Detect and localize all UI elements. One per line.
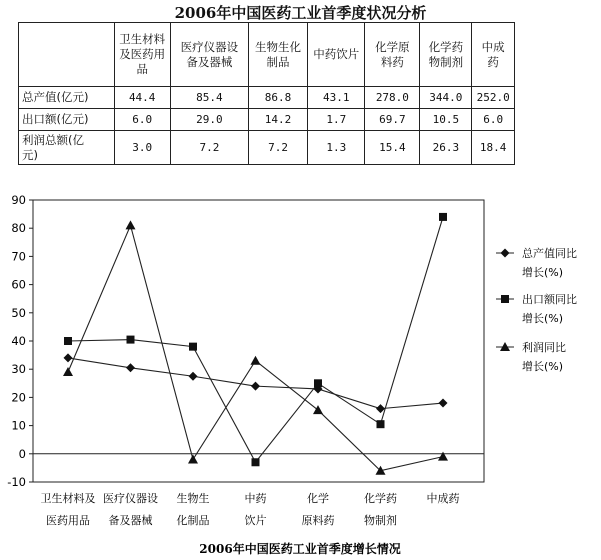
table-cell: 3.0 xyxy=(114,131,170,165)
table-cell: 14.2 xyxy=(248,109,307,131)
table-cell: 86.8 xyxy=(248,87,307,109)
diamond-marker xyxy=(251,382,260,391)
square-marker xyxy=(314,379,322,387)
square-marker xyxy=(377,420,385,428)
y-tick-label: 80 xyxy=(11,221,26,236)
x-category-label: 医疗仪器设备及器械 xyxy=(103,492,158,527)
table-cell: 1.7 xyxy=(308,109,365,131)
table-cell: 15.4 xyxy=(365,131,420,165)
chart-series-lines xyxy=(68,217,443,471)
table-cell: 44.4 xyxy=(114,87,170,109)
diamond-marker xyxy=(64,353,73,362)
x-category-label: 化学药物制剂 xyxy=(364,492,397,527)
square-marker xyxy=(189,343,197,351)
y-tick-label: 30 xyxy=(11,362,26,377)
chart-title: 2006年中国医药工业首季度增长情况 xyxy=(199,542,401,556)
legend-square-marker xyxy=(501,295,509,303)
legend-label: 总产值同比增长(%) xyxy=(522,247,577,279)
col-header: 中成 药 xyxy=(472,23,515,87)
table-cell: 69.7 xyxy=(365,109,420,131)
triangle-marker xyxy=(313,405,323,414)
legend-diamond-marker xyxy=(501,249,510,258)
y-tick-label: 20 xyxy=(11,390,26,405)
square-marker xyxy=(439,213,447,221)
table-cell: 10.5 xyxy=(420,109,472,131)
table-cell: 7.2 xyxy=(170,131,248,165)
table-cell: 85.4 xyxy=(170,87,248,109)
col-header: 医疗仪器设 备及器械 xyxy=(170,23,248,87)
col-header: 卫生材料 及医药用 品 xyxy=(114,23,170,87)
table-title: 2006年中国医药工业首季度状况分析 xyxy=(174,4,427,22)
diamond-marker xyxy=(376,404,385,413)
y-tick-label: 0 xyxy=(18,446,26,461)
x-category-label: 化学原料药 xyxy=(301,492,335,527)
y-tick-label: 50 xyxy=(11,305,26,320)
table-cell: 43.1 xyxy=(308,87,365,109)
diamond-marker xyxy=(189,372,198,381)
table-cell: 1.3 xyxy=(308,131,365,165)
diamond-marker xyxy=(126,363,135,372)
table-cell: 18.4 xyxy=(472,131,515,165)
y-tick-label: 10 xyxy=(11,418,26,433)
table-cell: 29.0 xyxy=(170,109,248,131)
y-tick-label: 40 xyxy=(11,334,26,348)
x-category-label: 生物生化制品 xyxy=(176,492,210,527)
legend-label: 利润同比增长(%) xyxy=(522,341,566,373)
y-tick-label: 70 xyxy=(11,249,26,264)
square-marker xyxy=(64,337,72,345)
square-marker xyxy=(127,336,135,344)
col-header: 中药饮片 xyxy=(308,23,365,87)
chart-markers xyxy=(63,213,448,475)
diamond-marker xyxy=(439,399,448,408)
y-tick-label: -10 xyxy=(7,475,26,489)
table-cell: 6.0 xyxy=(114,109,170,131)
triangle-marker xyxy=(126,220,136,229)
y-tick-label: 90 xyxy=(11,193,26,207)
table-cell: 252.0 xyxy=(472,87,515,109)
triangle-marker xyxy=(438,452,448,461)
plot-frame xyxy=(33,200,484,482)
triangle-marker xyxy=(63,367,73,376)
x-category-label: 卫生材料及医药用品 xyxy=(40,492,96,527)
triangle-marker xyxy=(251,356,261,365)
table-cell: 7.2 xyxy=(248,131,307,165)
x-category-label: 中药饮片 xyxy=(244,492,267,527)
col-header: 生物生化 制品 xyxy=(248,23,307,87)
x-category-label: 中成药 xyxy=(426,492,460,505)
col-header: 化学药 物制剂 xyxy=(420,23,472,87)
series-line-triangle xyxy=(68,225,443,470)
series-line-square xyxy=(68,217,443,462)
triangle-marker xyxy=(188,454,198,463)
row-label: 总产值(亿元) xyxy=(19,87,115,109)
table-cell: 344.0 xyxy=(420,87,472,109)
row-label: 利润总额(亿 元) xyxy=(19,131,115,165)
y-tick-label: 60 xyxy=(11,277,26,292)
legend-label: 出口额同比增长(%) xyxy=(522,293,577,325)
col-header: 化学原 料药 xyxy=(365,23,420,87)
chart-legend xyxy=(496,246,577,373)
table-cell: 6.0 xyxy=(472,109,515,131)
row-label: 出口额(亿元) xyxy=(19,109,115,131)
square-marker xyxy=(252,458,260,466)
table-cell: 278.0 xyxy=(365,87,420,109)
table-cell: 26.3 xyxy=(420,131,472,165)
